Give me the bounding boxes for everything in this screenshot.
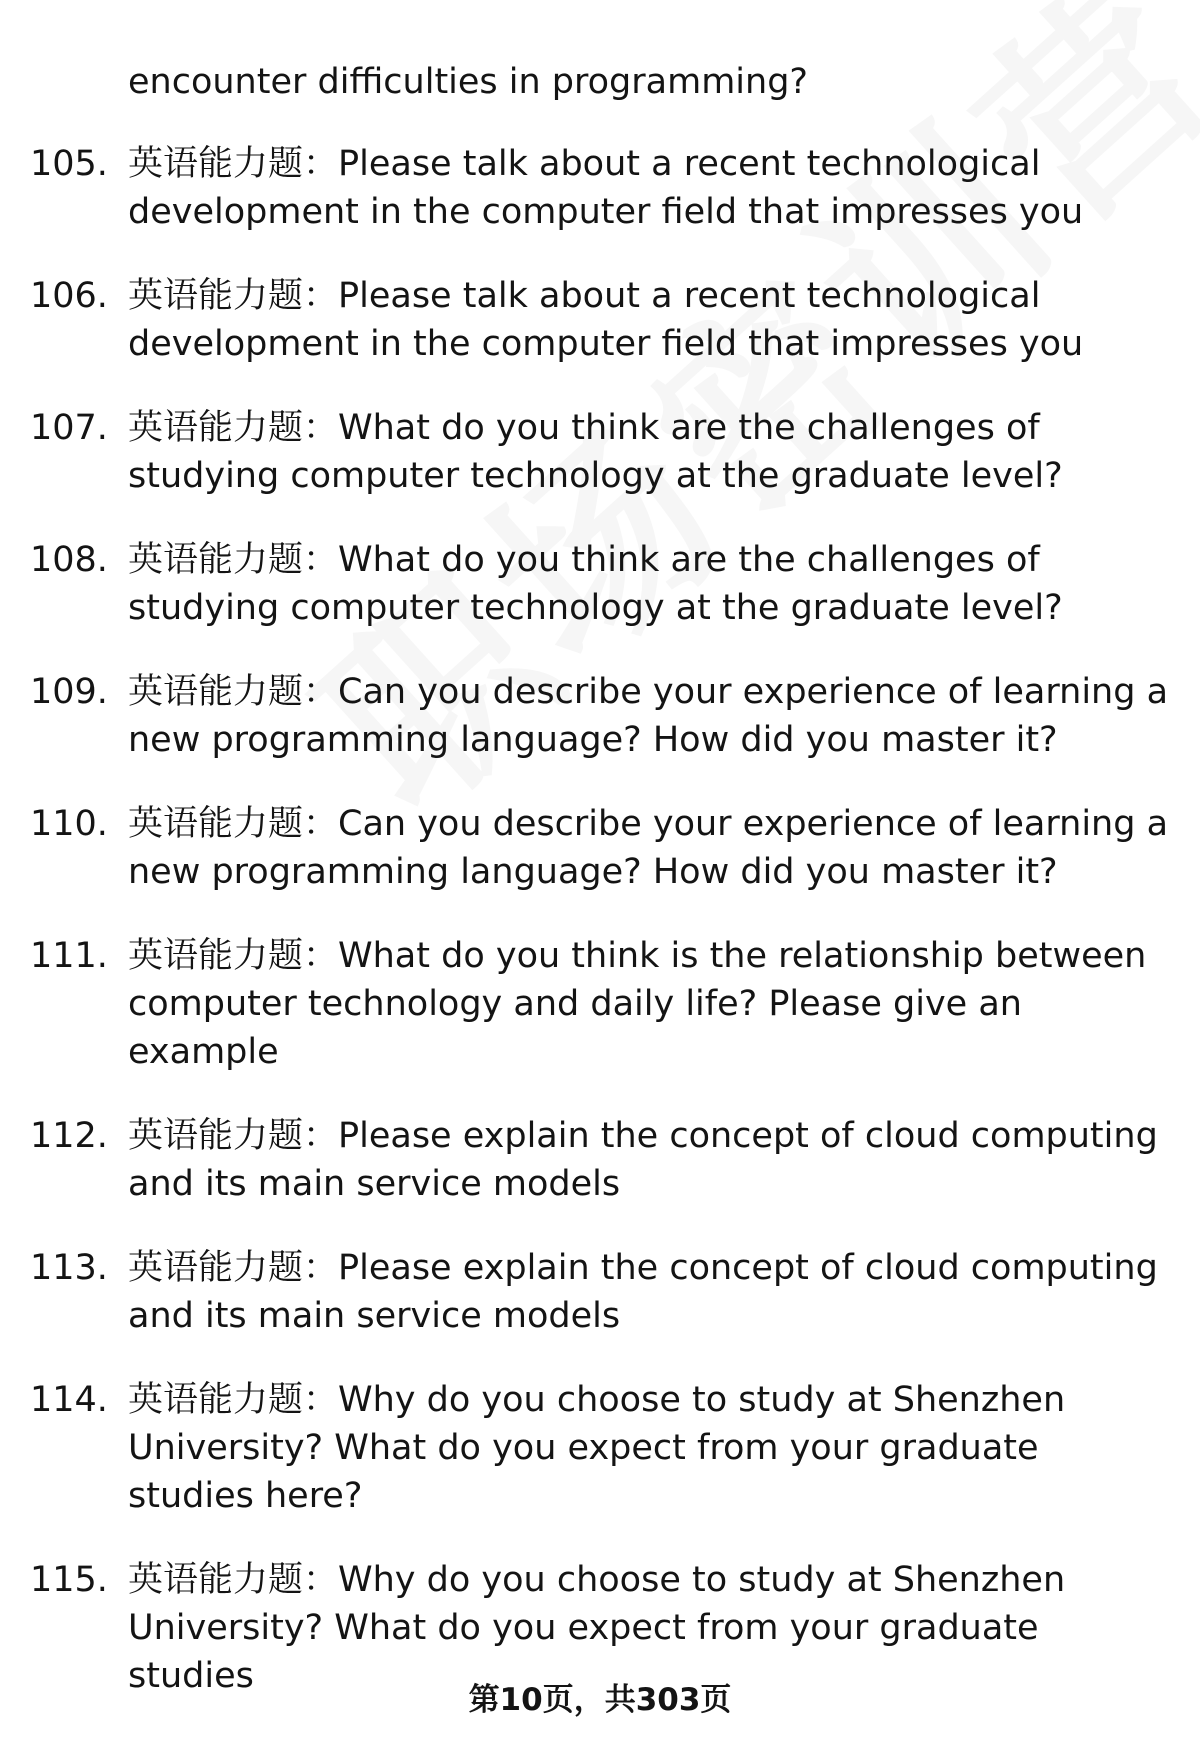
question-body: Please explain the concept of cloud computing and its main service models bbox=[128, 1248, 1158, 1336]
question-category: 英语能力题： bbox=[128, 672, 339, 712]
question-category: 英语能力题： bbox=[128, 1560, 339, 1600]
question-body: Can you describe your experience of learning a new programming language? How did you master it? bbox=[128, 672, 1169, 760]
question-number: 115. bbox=[30, 1560, 108, 1600]
question-item bbox=[30, 404, 1180, 500]
question-item bbox=[30, 1376, 1180, 1520]
question-text bbox=[128, 800, 1173, 896]
continuation-text: encounter difficulties in programming? bbox=[128, 62, 809, 102]
question-body: Can you describe your experience of learning a new programming language? How did you master it? bbox=[128, 804, 1169, 892]
question-number: 105. bbox=[30, 144, 108, 184]
question-body: Please explain the concept of cloud computing and its main service models bbox=[128, 1116, 1158, 1204]
question-category: 英语能力题： bbox=[128, 1116, 339, 1156]
question-item bbox=[30, 1244, 1180, 1340]
question-item bbox=[30, 272, 1180, 368]
question-body: Why do you choose to study at Shenzhen University? What do you expect from your graduate studies bbox=[128, 1560, 1066, 1696]
question-list bbox=[30, 140, 1180, 1700]
question-text bbox=[128, 272, 1173, 368]
question-number: 106. bbox=[30, 276, 108, 316]
question-category: 英语能力题： bbox=[128, 276, 339, 316]
question-text bbox=[128, 932, 1173, 1076]
question-category: 英语能力题： bbox=[128, 408, 339, 448]
question-body: Please talk about a recent technological development in the computer field that impresses you bbox=[128, 144, 1084, 232]
question-number: 107. bbox=[30, 408, 108, 448]
question-text bbox=[128, 536, 1173, 632]
question-body: What do you think are the challenges of studying computer technology at the graduate level? bbox=[128, 540, 1063, 628]
question-category: 英语能力题： bbox=[128, 1380, 339, 1420]
question-category: 英语能力题： bbox=[128, 936, 339, 976]
question-category: 英语能力题： bbox=[128, 540, 339, 580]
question-text bbox=[128, 1376, 1173, 1520]
question-item bbox=[30, 536, 1180, 632]
question-text bbox=[128, 140, 1173, 236]
question-number: 108. bbox=[30, 540, 108, 580]
question-number: 109. bbox=[30, 672, 108, 712]
question-item bbox=[30, 800, 1180, 896]
question-item bbox=[30, 668, 1180, 764]
question-number: 113. bbox=[30, 1248, 108, 1288]
page-footer: 第10页，共303页 bbox=[468, 1682, 732, 1718]
question-number: 112. bbox=[30, 1116, 108, 1156]
question-text bbox=[128, 1112, 1173, 1208]
question-text bbox=[128, 404, 1173, 500]
question-body: What do you think are the challenges of studying computer technology at the graduate level? bbox=[128, 408, 1063, 496]
question-body: What do you think is the relationship between computer technology and daily life? Please give an example bbox=[128, 936, 1147, 1072]
question-text bbox=[128, 1244, 1173, 1340]
question-item bbox=[30, 140, 1180, 236]
question-item bbox=[30, 1556, 1180, 1700]
question-body: Why do you choose to study at Shenzhen University? What do you expect from your graduate studies here? bbox=[128, 1380, 1066, 1516]
question-item bbox=[30, 1112, 1180, 1208]
question-text bbox=[128, 1556, 1173, 1700]
question-body: Please talk about a recent technological development in the computer field that impresses you bbox=[128, 276, 1084, 364]
question-number: 111. bbox=[30, 936, 108, 976]
question-number: 110. bbox=[30, 804, 108, 844]
question-number: 114. bbox=[30, 1380, 108, 1420]
question-category: 英语能力题： bbox=[128, 144, 339, 184]
question-text bbox=[128, 668, 1173, 764]
question-item bbox=[30, 932, 1180, 1076]
question-category: 英语能力题： bbox=[128, 1248, 339, 1288]
question-category: 英语能力题： bbox=[128, 804, 339, 844]
